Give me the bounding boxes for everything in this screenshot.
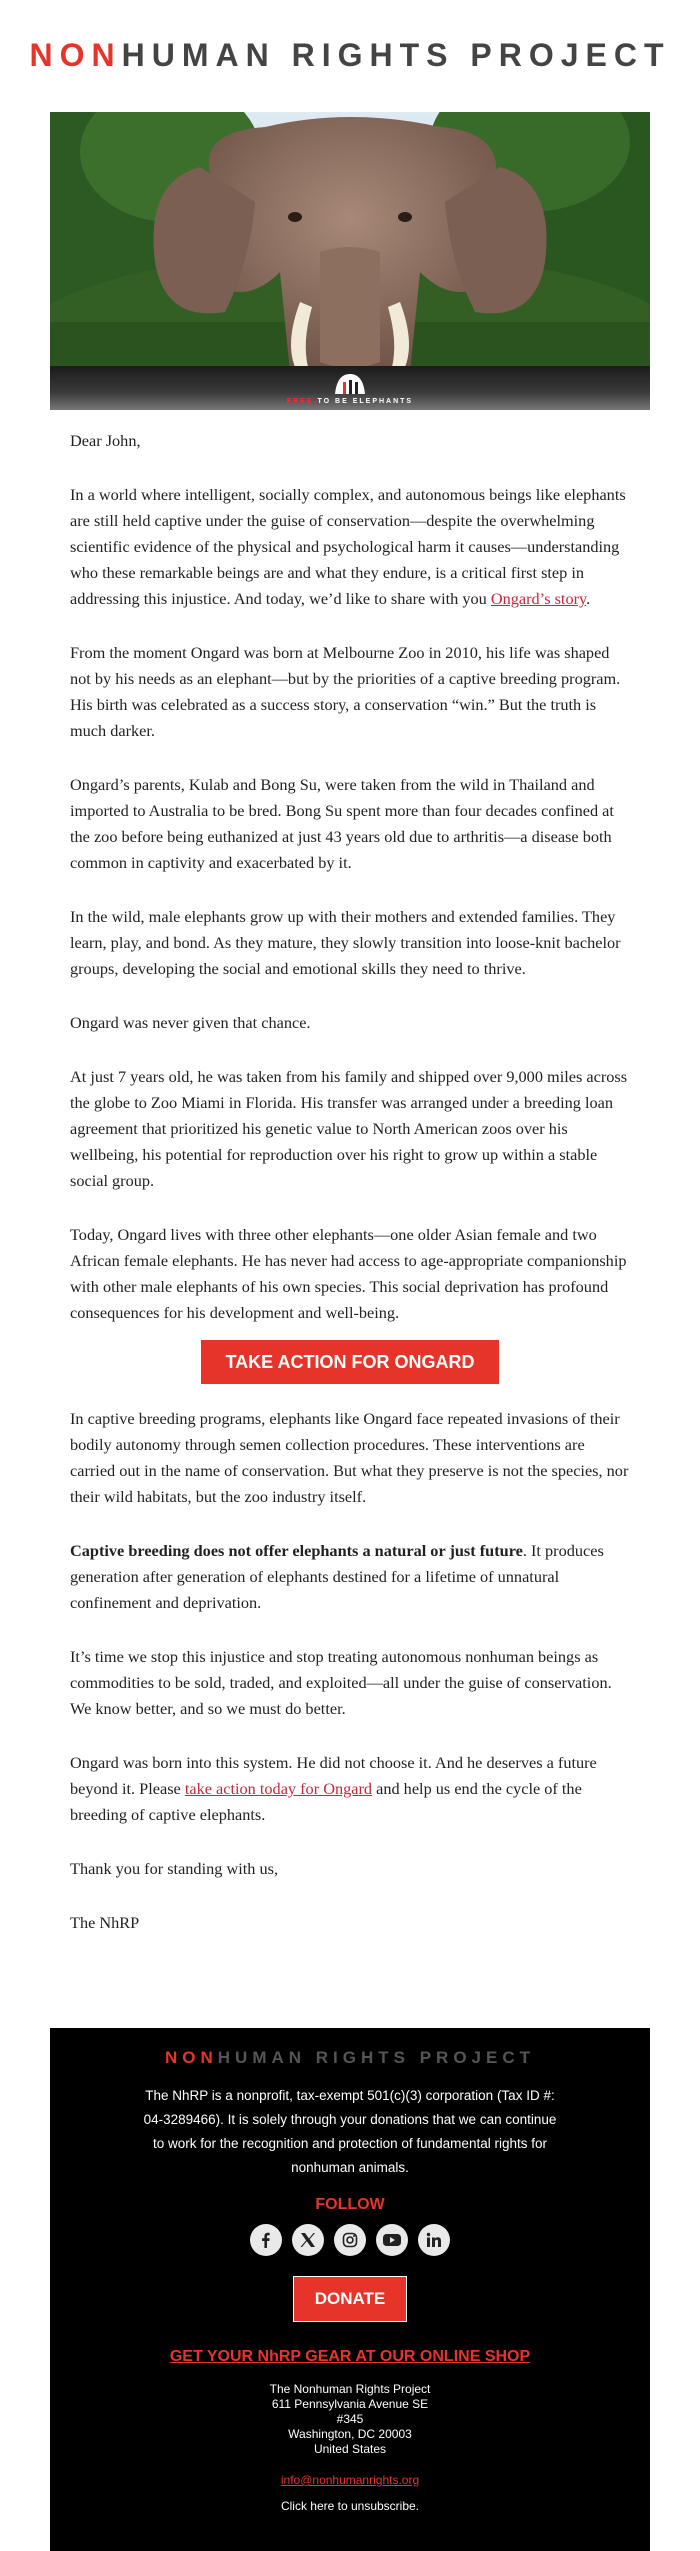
paragraph-11-text: Ongard was born into this system. He did not choose it. And he deserves a future beyond it. Please [70, 1753, 597, 1798]
paragraph-9-text: . It produces generation after generation of elephants destined for a lifetime of unnatural confinement and deprivation. [70, 1541, 604, 1612]
paragraph-1-text: In a world where intelligent, socially complex, and autonomous beings like elephants are still held captive under the guise of conservation—despite the overwhelming scientific evidence of the physical and psychological harm it causes—understanding who these remarkable beings are and what they endure, is a critical first step in addressing this injustice. And today, we’d like to share with you [70, 485, 626, 608]
header-logo[interactable] [0, 0, 700, 110]
signature: The NhRP [70, 1913, 140, 1932]
closing: Thank you for standing with us, [70, 1859, 279, 1878]
paragraph-6: At just 7 years old, he was taken from his family and shipped over 9,000 miles across the globe to Zoo Miami in Florida. His transfer was arranged under a breeding loan agreement that prioritized his genetic value to North American zoos over his wellbeing, his potential for reproduction over his right to grow up within a stable social group. [70, 1067, 628, 1190]
paragraph-9-bold: Captive breeding does not offer elephants a natural or just future [70, 1541, 523, 1560]
youtube-icon[interactable] [376, 2224, 408, 2256]
take-action-link[interactable]: take action today for Ongard [184, 1779, 373, 1798]
greeting: Dear John, [70, 431, 141, 450]
paragraph-1-end: . [586, 589, 591, 608]
address-city: Washington, DC 20003 [288, 2427, 412, 2441]
hero-banner [50, 366, 650, 410]
address-street: 611 Pennsylvania Avenue SE [271, 2397, 429, 2411]
caption-free: FREE [286, 397, 314, 405]
footer-about: The NhRP is a nonprofit, tax-exempt 501(c)(3) corporation (Tax ID #: 04-3289466). It is solely through your donations that we can continue to work for the recognition and protection of fundamental rights for nonhuman animals. [143, 2088, 557, 2175]
paragraph-3: Ongard’s parents, Kulab and Bong Su, were taken from the wild in Thailand and imported to Australia to be bred. Bong Su spent more than four decades confined at the zoo before being euthanized at just 43 years old due to arthritis—a disease both common in captivity and exacerbated by it. [70, 775, 614, 872]
unsubscribe-link[interactable]: Click here to unsubscribe. [280, 2499, 420, 2513]
online-shop-link[interactable]: GET YOUR NhRP GEAR AT OUR ONLINE SHOP [169, 2348, 531, 2365]
caption-rest: TO BE ELEPHANTS [317, 397, 414, 405]
paragraph-7: Today, Ongard lives with three other elephants—one older Asian female and two African female elephants. He has never had access to age-appropriate companionship with other male elephants of his own species. This social deprivation has profound consequences for his development and well-being. [70, 1225, 627, 1322]
paragraph-9 [70, 1538, 630, 1616]
donate-wrapper [50, 2276, 650, 2322]
paragraph-1 [70, 482, 630, 612]
footer-logo-non: NON [164, 2048, 218, 2067]
footer-logo[interactable] [50, 2048, 650, 2068]
paragraph-4: In the wild, male elephants grow up with their mothers and extended families. They learn, play, and bond. As they mature, they slowly transition into loose-knit bachelor groups, developing the social and emotional skills they need to thrive. [70, 907, 621, 978]
hero-caption [287, 398, 413, 405]
take-action-button[interactable]: TAKE ACTION FOR ONGARD [201, 1340, 499, 1384]
cta-wrapper [70, 1340, 630, 1384]
x-icon[interactable] [292, 2224, 324, 2256]
contact-email-link[interactable]: info@nonhumanrights.org [280, 2473, 420, 2487]
logo-rest: HUMAN RIGHTS PROJECT [121, 36, 671, 73]
ongard-story-link[interactable]: Ongard’s story [490, 589, 587, 608]
paragraph-8: In captive breeding programs, elephants like Ongard face repeated invasions of their bodily autonomy through semen collection procedures. These interventions are carried out in the name of conservation. But what they preserve is not the species, nor their wild habitats, but the zoo industry itself. [70, 1409, 629, 1506]
linkedin-icon[interactable] [418, 2224, 450, 2256]
paragraph-11-end: and help us end the cycle of the breeding of captive elephants. [70, 1779, 582, 1824]
hero-image[interactable] [50, 112, 650, 410]
elephant-emblem-icon [333, 372, 367, 396]
instagram-icon[interactable] [334, 2224, 366, 2256]
address-org: The Nonhuman Rights Project [269, 2382, 431, 2396]
mailing-address [50, 2382, 650, 2457]
logo-non: NON [29, 36, 122, 73]
social-links [50, 2224, 650, 2256]
letter-body [70, 428, 630, 1964]
address-country: United States [313, 2442, 387, 2456]
donate-button[interactable]: DONATE [293, 2276, 407, 2322]
facebook-icon[interactable] [250, 2224, 282, 2256]
follow-label: FOLLOW [315, 2196, 385, 2213]
paragraph-2: From the moment Ongard was born at Melbourne Zoo in 2010, his life was shaped not by his needs as an elephant—but by the priorities of a captive breeding program. His birth was celebrated as a success story, a conservation “win.” But the truth is much darker. [70, 643, 621, 740]
footer [50, 2028, 650, 2551]
footer-logo-rest: HUMAN RIGHTS PROJECT [217, 2048, 535, 2067]
address-suite: #345 [336, 2412, 364, 2426]
paragraph-11 [70, 1750, 630, 1828]
paragraph-5: Ongard was never given that chance. [70, 1013, 311, 1032]
paragraph-10: It’s time we stop this injustice and stop treating autonomous nonhuman beings as commodities to be sold, traded, and exploited—all under the guise of conservation. We know better, and so we must do better. [70, 1647, 612, 1718]
